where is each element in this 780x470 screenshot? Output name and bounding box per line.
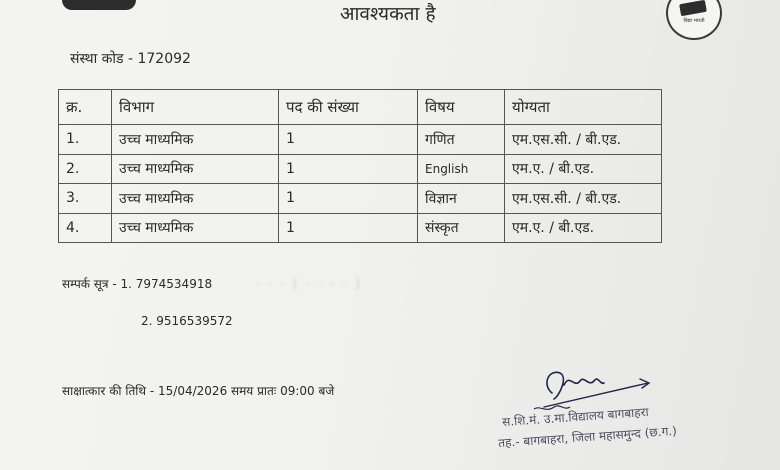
cell-post-count: 1: [279, 184, 418, 214]
seal-line-1: स.शि.मं. उ.मा.विद्यालय बागबाहरा: [501, 404, 650, 430]
seal-line-2: तह.- बागबाहरा, जिला महासमुन्द (छ.ग.): [497, 423, 678, 451]
table-row: [59, 125, 662, 155]
cell-department: उच्च माध्यमिक: [112, 184, 279, 214]
cell-serial: 3.: [59, 184, 112, 214]
cell-post-count: 1: [279, 125, 418, 155]
table-header-row: [59, 90, 662, 125]
contact-line-1: सम्पर्क सूत्र - 1. 7974534918: [62, 277, 213, 291]
cell-subject: विज्ञान: [418, 184, 505, 214]
cell-post-count: 1: [279, 213, 418, 243]
cell-post-count: 1: [279, 154, 418, 184]
header-subject: विषय: [418, 90, 505, 125]
header-department: विभाग: [112, 90, 279, 125]
book-icon: [679, 0, 707, 16]
header-post-count: पद की संख्या: [279, 90, 418, 125]
cell-qualification: एम.एस.सी. / बी.एड.: [505, 125, 662, 155]
table-row: [59, 213, 662, 243]
institution-code: संस्था कोड - 172092: [70, 51, 191, 67]
cell-serial: 2.: [59, 154, 112, 184]
table-row: [59, 184, 662, 214]
emblem-text: विद्या भारती: [683, 18, 705, 24]
cell-department: उच्च माध्यमिक: [112, 213, 279, 243]
page-title: आवश्यकता है: [340, 3, 436, 25]
cell-subject: संस्कृत: [418, 213, 505, 243]
cell-subject: गणित: [418, 125, 505, 155]
cell-qualification: एम.ए. / बी.एड.: [505, 154, 662, 184]
cell-department: उच्च माध्यमिक: [112, 154, 279, 184]
vidya-bharati-emblem: [666, 0, 722, 40]
table-row: [59, 154, 662, 184]
header-qualification: योग्यता: [505, 90, 662, 125]
cell-qualification: एम.ए. / बी.एड.: [505, 213, 662, 243]
header-serial: क्र.: [59, 90, 112, 125]
cell-serial: 4.: [59, 213, 112, 243]
contact-line-2: 2. 9516539572: [141, 314, 233, 328]
cell-qualification: एम.एस.सी. / बी.एड.: [505, 184, 662, 214]
cell-subject: English: [418, 154, 505, 184]
faded-bleed-through: · · · ( · · · · ): [256, 277, 363, 292]
cell-serial: 1.: [59, 125, 112, 155]
school-logo-left: [62, 0, 136, 10]
vacancy-table: [58, 89, 662, 243]
cell-department: उच्च माध्यमिक: [112, 125, 279, 155]
interview-date-line: साक्षात्कार की तिथि - 15/04/2026 समय प्रातः 09:00 बजे: [62, 384, 335, 398]
